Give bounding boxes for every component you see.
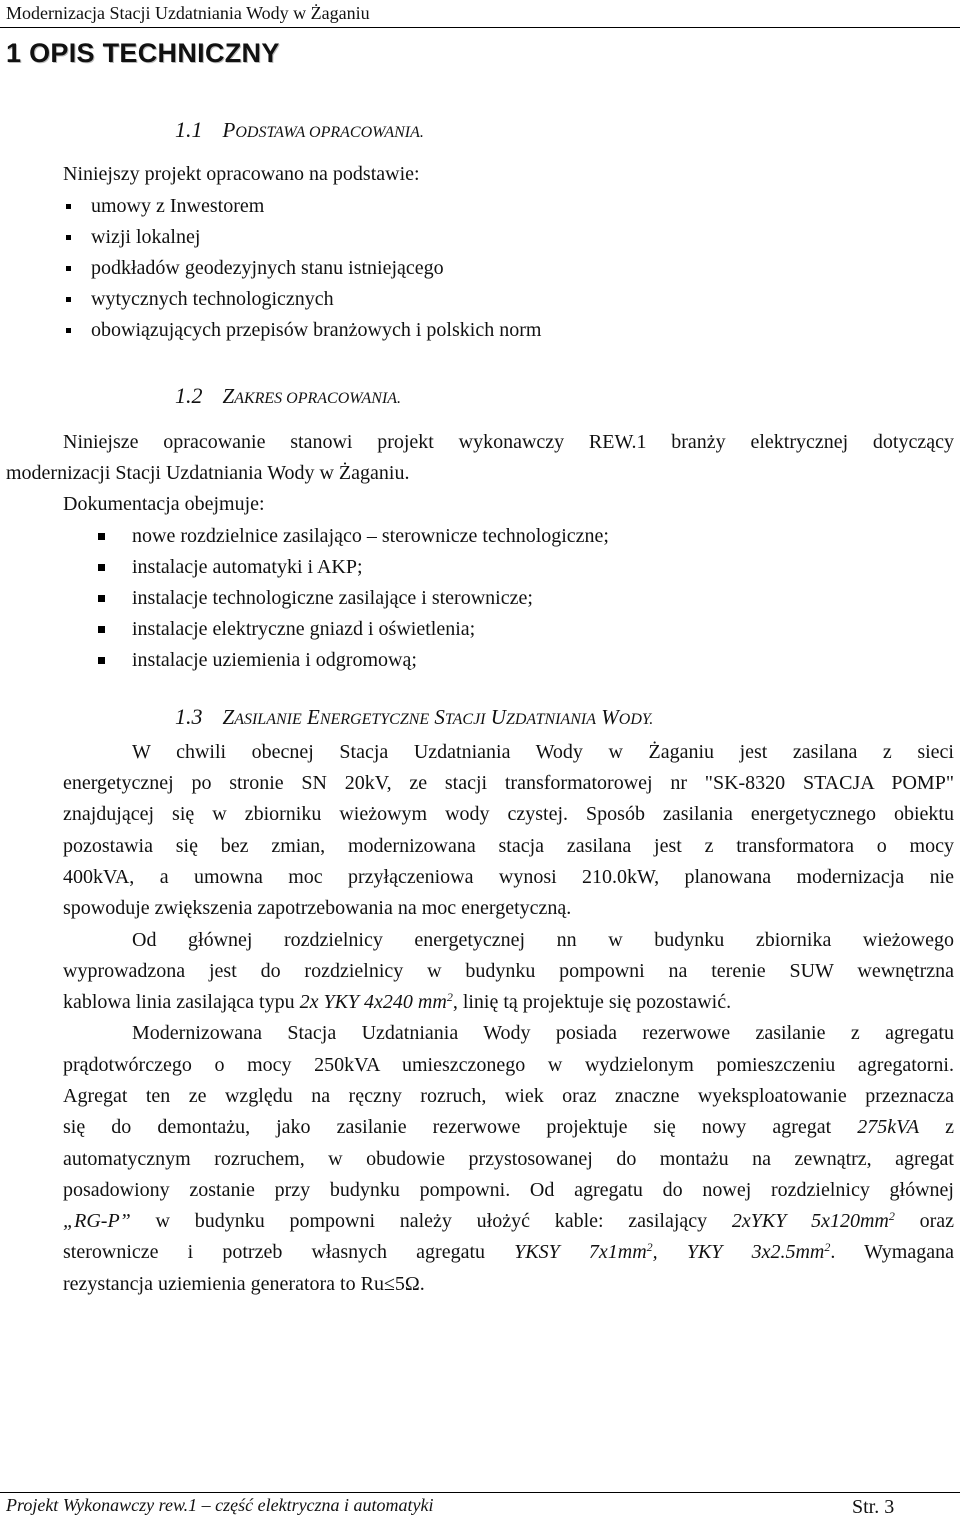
list-item: instalacje uziemienia i odgromową; [132, 649, 417, 671]
paragraph-line: spowoduje zwiększenia zapotrzebowania na moc energetyczną. [63, 897, 572, 919]
list-item: instalacje technologiczne zasilające i sterownicze; [132, 587, 533, 609]
paragraph-line: kablowa linia zasilająca typu 2x YKY 4x240 $mm^2$, linię tą projektuje się pozostawić. [63, 990, 732, 1013]
section-1-1-intro: Niniejszy projekt opracowano na podstawie: [63, 163, 420, 185]
bullet-icon [66, 235, 71, 240]
paragraph-line: pozostawia się bez zmian, modernizowana stacja zasilana jest z transformatora o mocy [63, 835, 954, 857]
list-item: obowiązujących przepisów branżowych i polskich norm [91, 319, 542, 341]
paragraph-line: znajdującej się w zbiorniku wieżowym wody czystej. Sposób zasilania energetycznego obiektu [63, 803, 954, 825]
list-item: umowy z Inwestorem [91, 195, 265, 217]
paragraph-line: energetycznej po stronie SN 20kV, ze stacji transformatorowej nr "SK-8320 STACJA POMP" [63, 772, 954, 794]
section-number: 1.2 [175, 383, 203, 408]
paragraph-line: posadowiony zostanie przy budynku pompowni. Od agregatu do nowej rozdzielnicy głównej [63, 1179, 954, 1201]
bullet-icon [98, 564, 105, 571]
list-item: podkładów geodezyjnych stanu istniejącego [91, 257, 444, 279]
section-1-2-paragraph-line: modernizacji Stacji Uzdatniania Wody w Żaganiu. [6, 462, 410, 484]
paragraph-line: W chwili obecnej Stacja Uzdatniania Wody w Żaganiu jest zasilana z sieci [132, 741, 954, 763]
list-item: nowe rozdzielnice zasilająco – sterownicze technologiczne; [132, 525, 609, 547]
paragraph-line: Agregat ten ze względu na ręczny rozruch, wiek oraz znaczne wyeksploatowanie przeznacza [63, 1085, 954, 1107]
paragraph-line: 400kVA, a umowna moc przyłączeniowa wynosi 210.0kW, planowana modernizacja nie [63, 866, 954, 888]
page-number: Str. 3 [852, 1496, 895, 1518]
header-divider [0, 27, 960, 28]
section-number: 1.1 [175, 117, 203, 142]
section-1-1-heading: 1.1 PODSTAWA OPRACOWANIA. [175, 117, 424, 142]
footer-text: Projekt Wykonawczy rew.1 – część elektryczna i automatyki [6, 1495, 434, 1515]
paragraph-line: prądotwórczego o mocy 250kVA umieszczonego w wydzielonym pomieszczeniu agregatorni. [63, 1054, 954, 1076]
bullet-icon [98, 533, 105, 540]
bullet-icon [66, 266, 71, 271]
bullet-icon [98, 626, 105, 633]
footer-divider [0, 1492, 960, 1493]
section-1-2-intro: Dokumentacja obejmuje: [63, 493, 265, 515]
list-item: instalacje elektryczne gniazd i oświetlenia; [132, 618, 476, 640]
paragraph-line: sterownicze i potrzeb własnych agregatu YKSY $7x1mm^2$, YKY $3x2.5mm^2$. Wymagana [63, 1240, 954, 1263]
paragraph-line: się do demontażu, jako zasilanie rezerwowe projektuje się nowy agregat 275kVA z [63, 1116, 954, 1138]
paragraph-line: Od głównej rozdzielnicy energetycznej nn w budynku zbiornika wieżowego [132, 929, 954, 951]
paragraph-line: „RG-P” w budynku pompowni należy ułożyć kable: zasilający 2xYKY $5x120mm^2$ oraz [63, 1209, 954, 1232]
section-number: 1.3 [175, 704, 203, 729]
section-1-3-heading: 1.3 ZASILANIE ENERGETYCZNE STACJI UZDATNIANIA WODY. [175, 704, 654, 729]
paragraph-line: Modernizowana Stacja Uzdatniania Wody posiada rezerwowe zasilanie z agregatu [132, 1022, 954, 1044]
bullet-icon [98, 595, 105, 602]
bullet-icon [66, 328, 71, 333]
chapter-title: 1 OPIS TECHNICZNY [6, 38, 280, 68]
section-1-2-paragraph-line: Niniejsze opracowanie stanowi projekt wykonawczy REW.1 branży elektrycznej dotyczący [63, 431, 954, 453]
bullet-icon [98, 657, 105, 664]
bullet-icon [66, 297, 71, 302]
list-item: wytycznych technologicznych [91, 288, 334, 310]
paragraph-line: automatycznym rozruchem, w obudowie przystosowanej do montażu na zewnątrz, agregat [63, 1148, 954, 1170]
paragraph-line: rezystancja uziemienia generatora to Ru≤5Ω. [63, 1273, 425, 1295]
bullet-icon [66, 204, 71, 209]
section-1-2-heading: 1.2 ZAKRES OPRACOWANIA. [175, 383, 402, 408]
list-item: wizji lokalnej [91, 226, 201, 248]
running-header: Modernizacja Stacji Uzdatniania Wody w Żaganiu [6, 3, 370, 23]
paragraph-line: wyprowadzona jest do rozdzielnicy w budynku pompowni na terenie SUW wewnętrzna [63, 960, 954, 982]
list-item: instalacje automatyki i AKP; [132, 556, 363, 578]
